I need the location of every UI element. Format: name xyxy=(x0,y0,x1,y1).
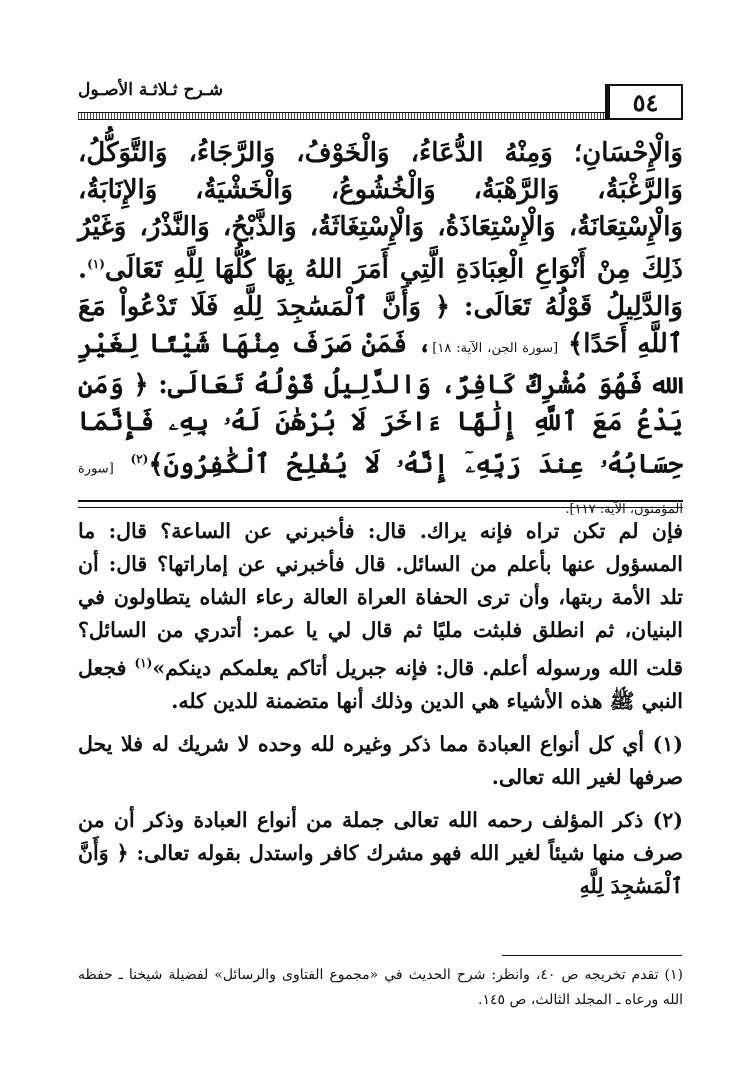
commentary-note-2: (٢) ذكر المؤلف رحمه الله تعالى جملة من أنواع العبادة وذكر أن من صرف منها شيئاً لغير الله فهو مشرك كافر واستدل بقوله تعالى: ﴿ وَأَنَّ ٱلْمَسَٰجِدَ لِلَّهِ xyxy=(78,807,683,898)
matn-line: فَهُوَ مُشْرِكٌ كَافِرٌ، وَالدَّلِيلُ قَوْلُهُ تَعَالَى: ﴿ وَمَن يَدْعُ مَعَ ٱللَّهِ إِلَٰهًا ءَاخَرَ xyxy=(78,369,683,437)
footnote-marker: (٢) xyxy=(130,451,149,466)
commentary-text-part: فجعل النبي ﷺ هذه الأشياء هي الدين وذلك أنها متضمنة للدين كله. xyxy=(78,655,683,713)
commentary-text xyxy=(78,515,683,913)
matn-line: تَدْعُواْ مَعَ ٱللَّهِ أَحَدًا﴾ xyxy=(78,291,684,359)
section-divider xyxy=(78,500,683,508)
matn-line: ، فَمَنْ صَرَفَ مِنْهَا شَيْئًا لِغَيْرِ الله xyxy=(78,328,683,400)
commentary-note-1: (١) أي كل أنواع العبادة مما ذكر وغيره لله وحده لا شريك له فلا يحل صرفها لغير الله تعالى. xyxy=(78,731,683,789)
matn-line: لَا بُرْهَٰنَ لَهُۥ بِهِۦ فَإِنَّمَا حِسَابُهُۥ عِندَ رَبِّهِۦٓ إِنَّهُۥ لَا يُفْلِحُ ٱلْكَٰفِرُونَ﴾ xyxy=(78,406,683,480)
matn-line: اللهُ بِهَا كُلُّهَا لِلَّهِ تَعَالَى xyxy=(104,254,343,285)
footnote-marker: (١) xyxy=(87,257,105,271)
footnote-marker: (١) xyxy=(134,656,153,670)
matn-text xyxy=(78,135,683,528)
commentary-paragraph xyxy=(78,515,683,718)
surah-reference: المؤمنون، الآية: ١١٧]. xyxy=(565,502,683,518)
surah-reference: [سورة الجن، الآية: ١٨] xyxy=(432,340,559,356)
matn-line: وَالْإِحْسَانِ؛ وَمِنْهُ الدُّعَاءُ، وَالْخَوْفُ، وَالرَّجَاءُ، وَالتَّوَكُّلُ، وَالرَّغْبَةُ، xyxy=(78,138,683,205)
book-title: شـرح ثـلاثـة الأصـول xyxy=(78,80,224,100)
page-header xyxy=(78,76,683,124)
matn-line: . وَالدَّلِيلُ قَوْلُهُ تَعَالَى: ﴿ وَأَنَّ ٱلْمَسَٰجِدَ لِلَّهِ فَلَا xyxy=(78,254,683,322)
header-rule xyxy=(78,112,605,120)
surah-reference: [سورة xyxy=(78,461,114,477)
matn-line: وَالْإِسْتِغَاثَةُ، وَالذَّبْحُ، وَالنَّذْرُ، وَغَيْرُ ذَلِكَ مِنْ أَنْوَاعِ الْعِبَادَةِ الَّتِي أَمَرَ xyxy=(78,212,683,285)
page-number: ٥٤ xyxy=(605,84,683,120)
footnote-divider xyxy=(502,955,682,956)
matn-line: وَالرَّهْبَةُ، وَالْخُشُوعُ، وَالْخَشْيَةُ، وَالإِنَابَةُ، وَالْإِسْتِعَانَةُ، وَالْإِسْتِعَاذَةُ، xyxy=(78,175,683,242)
footnote: (١) تقدم تخريجه ص ٤٠، وانظر: شرح الحديث في «مجموع الفتاوى والرسائل» لفضيلة شيخنا ـ حفظه الله ورعاه ـ المجلد الثالث، ص ١٤٥. xyxy=(78,967,684,1008)
commentary-text-part: فإن لم تكن تراه فإنه يراك. قال: فأخبرني عن الساعة؟ قال: ما المسؤول عنها بأعلم من السائل. قال فأخبرني عن إماراتها؟ قال: أن تلد الأمة ربتها، وأن ترى الحفاة العراة العالة رعاء الشاه يتطاولون في البنيان، ثم انطلق فلبثت مليًا ثم قال لي يا عمر: أتدري من السائل؟ قلت الله ورسوله أعلم. قال: فإنه جبريل أتاكم يعلمكم دينكم» xyxy=(78,519,683,680)
